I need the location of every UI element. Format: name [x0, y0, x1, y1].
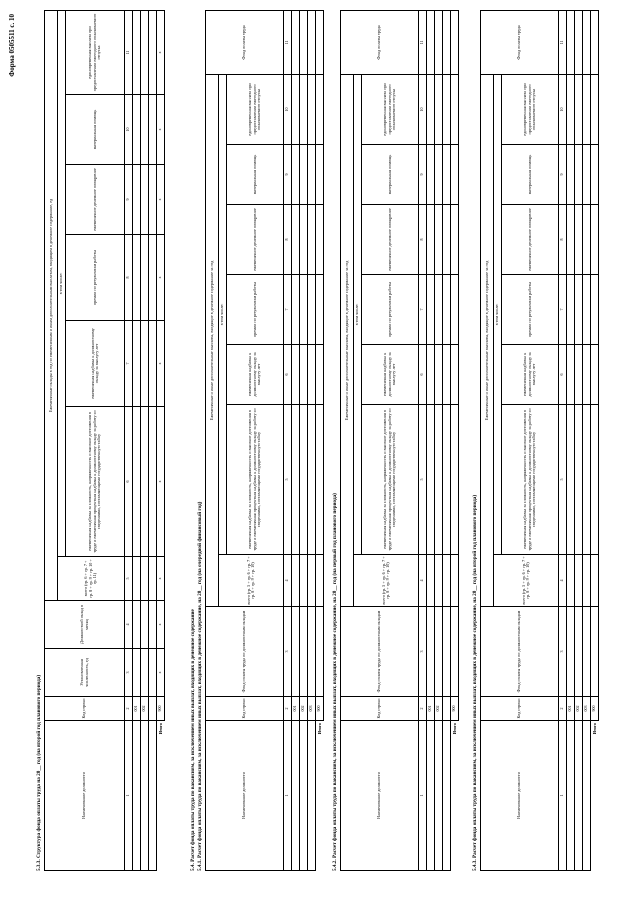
num-cell: 1 — [125, 721, 133, 871]
section-54-title: 5.4. Расчет фонда оплаты труда по вакансиям, за исключением иных выплат, входящих в денежное содержание — [190, 609, 196, 871]
col-5-header: ежемесячная надбавка за сложность, напряженность и высокие достижения в труде и ежемесячная процентная надбавка к должностному окладу за работу со сведениями, составляющими государственную тайну — [227, 405, 284, 555]
itogo-row — [591, 10, 599, 870]
table-row — [427, 10, 435, 870]
table-543 — [480, 10, 599, 871]
col-salary-header: Должностной оклад в месяц — [45, 601, 125, 649]
col-9-header: материальная помощь — [362, 145, 419, 205]
num-cell: 6 — [419, 345, 427, 405]
x-mark: x — [157, 10, 165, 94]
x-mark: x — [157, 407, 165, 557]
col-5-header: ежемесячная надбавка за сложность, напряженность и высокие достижения в труде и ежемесячная процентная надбавка к должностному окладу за работу со сведениями, составляющими государственную тайну — [362, 405, 419, 555]
x-mark: x — [157, 95, 165, 165]
num-cell: 1 — [284, 721, 292, 871]
num-cell: 5 — [559, 405, 567, 555]
itogo-label: Итого — [591, 723, 597, 735]
table-row — [435, 10, 443, 870]
x-mark: x — [157, 235, 165, 321]
table-row — [583, 10, 591, 870]
col-8-header: ежемесячное денежное поощрение — [362, 205, 419, 275]
num-cell: 4 — [419, 555, 427, 607]
col-code-header: Код строки — [45, 697, 125, 721]
section-542-title: 5.4.2. Расчет фонда оплаты труда по вакансиям, за исключением иных выплат, входящих в денежное содержание, на 20__ год (на первый год планового периода) — [332, 493, 338, 871]
num-cell: 6 — [125, 407, 133, 557]
row-code: 001 — [427, 697, 435, 721]
col-11-header: Фонд оплаты труда — [481, 10, 559, 74]
col-name-header: Наименование должности — [341, 721, 419, 871]
col-11-header: Фонд оплаты труда — [206, 10, 284, 74]
col-total-header: всего (гр. 5 + гр. 6 + гр. 7 + гр. 8 + гр. 9 + гр. 10) — [219, 555, 284, 607]
itogo-row — [316, 10, 324, 870]
col-incl-header: в том числе: — [219, 74, 227, 554]
table-row — [308, 10, 316, 870]
col-group-header: Ежемесячные и иные дополнительные выплаты, входящие в денежное содержание за год — [206, 74, 219, 606]
num-cell: 8 — [284, 205, 292, 275]
itogo-row — [157, 10, 165, 870]
x-mark: x — [157, 321, 165, 407]
table-541 — [205, 10, 324, 871]
num-cell: 6 — [284, 345, 292, 405]
num-cell: 10 — [559, 74, 567, 144]
col-incl-header: в том числе: — [58, 10, 66, 556]
num-cell: 11 — [419, 10, 427, 74]
column-numbers-row — [559, 10, 567, 870]
col-name-header: Наименование должности — [481, 721, 559, 871]
col-code-header: Код строки — [481, 697, 559, 721]
col-staff-header: Установленная численность, ед — [45, 649, 125, 697]
table-row — [443, 10, 451, 870]
num-cell: 4 — [284, 555, 292, 607]
section-541-title: 5.4.1. Расчет фонда оплаты труда по вакансиям, за исключением иных выплат, входящих в денежное содержание, на 20__ год (на очередной финансовый год) — [197, 501, 203, 871]
col-incl-header: в том числе: — [494, 74, 502, 554]
table-row — [149, 10, 157, 870]
row-code: 002 — [300, 697, 308, 721]
table-row — [575, 10, 583, 870]
num-cell: 1 — [559, 721, 567, 871]
col-code-header: Код строки — [341, 697, 419, 721]
column-numbers-row — [125, 10, 133, 870]
col-7-header: премии по результатам работы — [362, 275, 419, 345]
num-cell: 6 — [559, 345, 567, 405]
num-cell: 7 — [125, 321, 133, 407]
num-cell: 9 — [284, 145, 292, 205]
itogo-code: 900 — [591, 697, 599, 721]
col-8-header: ежемесячное денежное поощрение — [502, 205, 559, 275]
col-6-header: ежемесячная надбавка к должностному окладу за выслугу лет — [227, 345, 284, 405]
x-mark: x — [157, 165, 165, 235]
num-cell: 5 — [284, 405, 292, 555]
num-cell: 8 — [559, 205, 567, 275]
col-total-header: всего (гр. 6 + гр. 7 + гр. 8 + гр. 9 + гр. 10 + гр. 11) — [58, 557, 125, 601]
num-cell: 4 — [559, 555, 567, 607]
row-code: 001 — [292, 697, 300, 721]
num-cell: 2 — [419, 697, 427, 721]
itogo-code: 900 — [316, 697, 324, 721]
col-total-header: всего (гр. 5 + гр. 6 + гр. 7 + гр. 8 + гр. 9 + гр. 10) — [354, 555, 419, 607]
col-9-header: материальная помощь — [227, 145, 284, 205]
num-cell: 7 — [559, 275, 567, 345]
col-8-header: ежемесячное денежное поощрение — [227, 205, 284, 275]
itogo-row — [451, 10, 459, 870]
num-cell: 2 — [559, 697, 567, 721]
x-mark: x — [157, 557, 165, 601]
table-533 — [44, 10, 165, 871]
num-cell: 4 — [125, 601, 133, 649]
col-name-header: Наименование должности — [45, 721, 125, 871]
row-code: 001 — [567, 697, 575, 721]
x-mark: x — [157, 649, 165, 697]
col-fund-header: Фонд оплаты труда по должностным окладам — [481, 607, 559, 697]
num-cell: 7 — [419, 275, 427, 345]
col-10-header: единовременная выплата при предоставлении ежегодного оплачиваемого отпуска — [502, 74, 559, 144]
table-row — [300, 10, 308, 870]
row-code: 002 — [435, 697, 443, 721]
num-cell: 11 — [284, 10, 292, 74]
table-row — [567, 10, 575, 870]
col-fund-header: Фонд оплаты труда по должностным окладам — [206, 607, 284, 697]
col-6-header: ежемесячная надбавка к должностному окладу за выслугу лет — [502, 345, 559, 405]
col-group-header: Ежемесячные оклады в год по ежемесячным и иным дополнительным выплатам, входящим в денежное содержание, ед — [45, 10, 58, 600]
col-10-header: материальная помощь — [66, 95, 125, 165]
col-7-header: премии по результатам работы — [502, 275, 559, 345]
table-row — [292, 10, 300, 870]
row-code: 002 — [141, 697, 149, 721]
num-cell: 10 — [419, 74, 427, 144]
col-7-header: премии по результатам работы — [227, 275, 284, 345]
num-cell: 3 — [125, 649, 133, 697]
itogo-code: 900 — [451, 697, 459, 721]
itogo-label: Итого — [157, 723, 163, 735]
col-11-header: единовременная выплата при предоставлении ежегодного оплачиваемого отпуска — [66, 10, 125, 94]
row-code: 002 — [575, 697, 583, 721]
col-group-header: Ежемесячные и иные дополнительные выплаты, входящие в денежное содержание за год — [341, 74, 354, 606]
col-6-header: ежемесячная надбавка к должностному окладу за выслугу лет — [362, 345, 419, 405]
table-row — [141, 10, 149, 870]
num-cell: 5 — [125, 557, 133, 601]
row-code: 003 — [308, 697, 316, 721]
num-cell: 8 — [419, 205, 427, 275]
x-mark: x — [157, 601, 165, 649]
itogo-label: Итого — [316, 723, 322, 735]
num-cell: 2 — [284, 697, 292, 721]
num-cell: 8 — [125, 235, 133, 321]
num-cell: 3 — [559, 607, 567, 697]
col-fund-header: Фонд оплаты труда по должностным окладам — [341, 607, 419, 697]
col-5-header: ежемесячная надбавка за сложность, напряженность и высокие достижения в труде и ежемесячная процентная надбавка к должностному окладу за работу со сведениями, составляющими государственную тайну — [502, 405, 559, 555]
col-10-header: единовременная выплата при предоставлении ежегодного оплачиваемого отпуска — [362, 74, 419, 144]
col-incl-header: в том числе: — [354, 74, 362, 554]
num-cell: 5 — [419, 405, 427, 555]
num-cell: 3 — [284, 607, 292, 697]
table-542 — [340, 10, 459, 871]
num-cell: 9 — [419, 145, 427, 205]
num-cell: 1 — [419, 721, 427, 871]
col-11-header: Фонд оплаты труда — [341, 10, 419, 74]
num-cell: 11 — [125, 10, 133, 94]
row-code: 001 — [133, 697, 141, 721]
num-cell: 10 — [284, 74, 292, 144]
table-row — [133, 10, 141, 870]
col-name-header: Наименование должности — [206, 721, 284, 871]
num-cell: 3 — [419, 607, 427, 697]
col-total-header: всего (гр. 5 + гр. 6 + гр. 7 + гр. 8 + гр. 9 + гр. 10) — [494, 555, 559, 607]
num-cell: 7 — [284, 275, 292, 345]
num-cell: 9 — [559, 145, 567, 205]
col-code-header: Код строки — [206, 697, 284, 721]
form-label: Форма 0505511 с. 10 — [8, 14, 16, 77]
section-533-title: 5.3.3. Структура фонда оплаты труда на 20__ год (на второй год планового периода) — [36, 674, 42, 871]
col-group-header: Ежемесячные и иные дополнительные выплаты, входящие в денежное содержание за год — [481, 74, 494, 606]
num-cell: 2 — [125, 697, 133, 721]
num-cell: 9 — [125, 165, 133, 235]
section-543-title: 5.4.3. Расчет фонда оплаты труда по вакансиям, за исключением иных выплат, входящих в денежное содержание, на 20__ год (на второй год планового периода) — [472, 494, 478, 871]
col-8-header: премии по результатам работы — [66, 235, 125, 321]
col-6-header: ежемесячная надбавка за сложность, напряженность и высокие достижения в труде и ежемесячная процентная надбавка к должностному окладу за работу со сведениями, составляющими государственную тайну — [66, 407, 125, 557]
column-numbers-row — [284, 10, 292, 870]
col-9-header: материальная помощь — [502, 145, 559, 205]
col-7-header: ежемесячная надбавка к должностному окладу за выслугу лет — [66, 321, 125, 407]
itogo-code: 900 — [157, 697, 165, 721]
col-10-header: единовременная выплата при предоставлении ежегодного оплачиваемого отпуска — [227, 74, 284, 144]
num-cell: 10 — [125, 95, 133, 165]
itogo-label: Итого — [451, 723, 457, 735]
row-code: 003 — [583, 697, 591, 721]
num-cell: 11 — [559, 10, 567, 74]
column-numbers-row — [419, 10, 427, 870]
col-9-header: ежемесячное денежное поощрение — [66, 165, 125, 235]
